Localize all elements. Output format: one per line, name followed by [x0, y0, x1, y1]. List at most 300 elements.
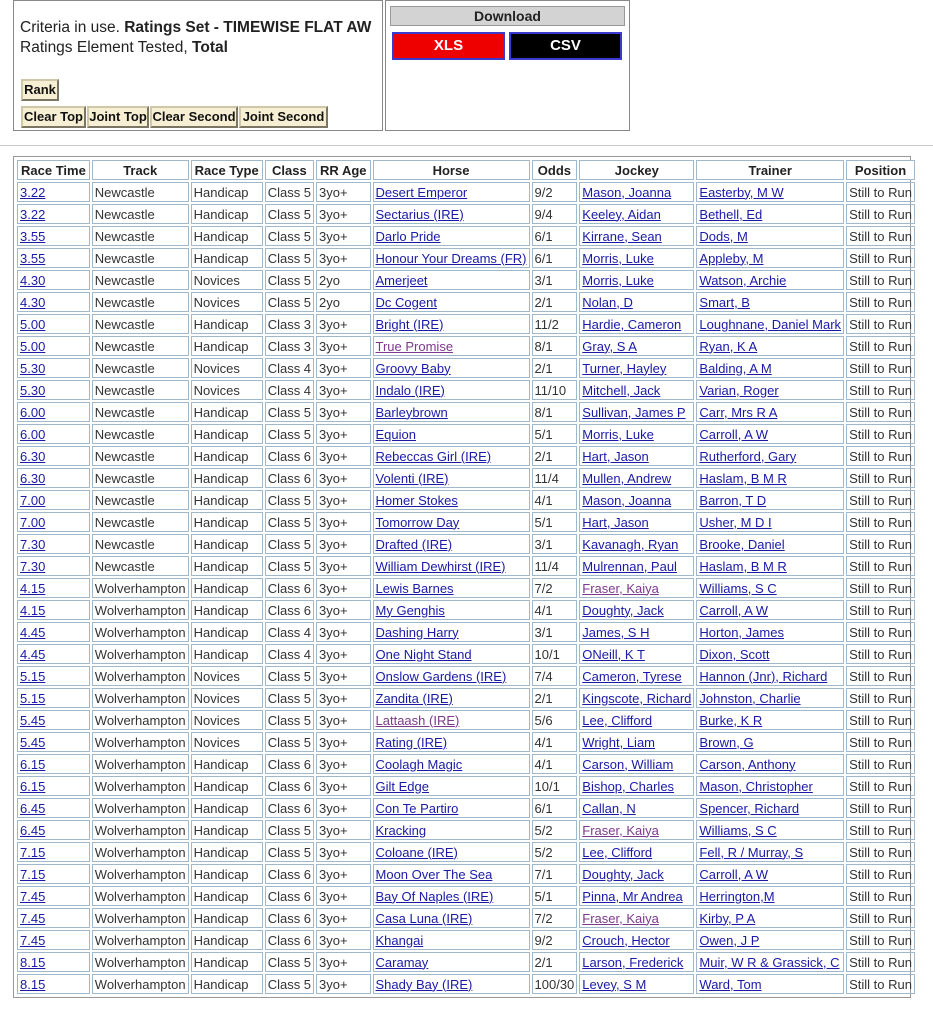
race-time-link[interactable]: 6.00	[20, 404, 46, 420]
cell-trainer	[696, 908, 844, 928]
race-time-link[interactable]: 6.30	[20, 448, 46, 464]
horse-link[interactable]: Rebeccas Girl (IRE)	[375, 448, 492, 464]
race-time-link[interactable]: 6.15	[20, 778, 46, 794]
cell-jockey	[579, 600, 694, 620]
trainer-link[interactable]: Kirby, P A	[699, 910, 756, 926]
horse-link[interactable]: True Promise	[375, 338, 454, 354]
horse-link[interactable]: Honour Your Dreams (FR)	[375, 250, 527, 266]
cell-race-time	[17, 688, 90, 708]
horse-link[interactable]: One Night Stand	[375, 646, 472, 662]
race-time-link[interactable]: 7.45	[20, 932, 46, 948]
cell-race-time	[17, 270, 90, 290]
cell-class: Class 5	[265, 204, 314, 224]
cell-position: Still to Run	[846, 314, 915, 334]
column-header-rr-age: RR Age	[316, 160, 370, 180]
jockey-link[interactable]: Fraser, Kaiya	[582, 580, 659, 596]
race-time-link[interactable]: 4.30	[20, 294, 46, 310]
cell-class: Class 4	[265, 358, 314, 378]
trainer-link[interactable]: Ryan, K A	[699, 338, 758, 354]
cell-race-time	[17, 930, 90, 950]
jockey-link[interactable]: Callan, N	[582, 800, 636, 816]
trainer-link[interactable]: Rutherford, Gary	[699, 448, 797, 464]
cell-horse	[373, 578, 530, 598]
cell-odds: 2/1	[532, 688, 578, 708]
race-time-link[interactable]: 4.30	[20, 272, 46, 288]
cell-position: Still to Run	[846, 446, 915, 466]
jockey-link[interactable]: James, S H	[582, 624, 650, 640]
cell-horse	[373, 556, 530, 576]
download-panel	[385, 0, 630, 131]
race-time-link[interactable]: 7.15	[20, 866, 46, 882]
column-header-class: Class	[265, 160, 314, 180]
trainer-link[interactable]: Watson, Archie	[699, 272, 787, 288]
cell-track: Newcastle	[92, 270, 189, 290]
cell-race-type: Novices	[191, 666, 263, 686]
cell-track: Wolverhampton	[92, 688, 189, 708]
jockey-link[interactable]: Levey, S M	[582, 976, 647, 992]
horse-link[interactable]: Barleybrown	[375, 404, 448, 420]
jockey-link[interactable]: Lee, Clifford	[582, 844, 653, 860]
cell-class: Class 5	[265, 842, 314, 862]
cell-race-type: Handicap	[191, 600, 263, 620]
cell-trainer	[696, 248, 844, 268]
jockey-link[interactable]: ONeill, K T	[582, 646, 645, 662]
race-time-link[interactable]: 3.22	[20, 184, 46, 200]
race-time-link[interactable]: 4.45	[20, 624, 46, 640]
race-time-link[interactable]: 6.45	[20, 822, 46, 838]
cell-trainer	[696, 622, 844, 642]
cell-trainer	[696, 578, 844, 598]
trainer-link[interactable]: Owen, J P	[699, 932, 760, 948]
race-time-link[interactable]: 3.55	[20, 250, 46, 266]
trainer-link[interactable]: Mason, Christopher	[699, 778, 813, 794]
race-time-link[interactable]: 7.45	[20, 888, 46, 904]
cell-race-type: Handicap	[191, 336, 263, 356]
trainer-link[interactable]: Smart, B	[699, 294, 750, 310]
jockey-link[interactable]: Mitchell, Jack	[582, 382, 661, 398]
horse-link[interactable]: Sectarius (IRE)	[375, 206, 464, 222]
cell-track: Newcastle	[92, 314, 189, 334]
cell-rr-age: 3yo+	[316, 226, 370, 246]
cell-position: Still to Run	[846, 930, 915, 950]
cell-odds: 2/1	[532, 952, 578, 972]
table-row	[17, 600, 915, 620]
jockey-link[interactable]: Pinna, Mr Andrea	[582, 888, 683, 904]
jockey-link[interactable]: Hardie, Cameron	[582, 316, 682, 332]
jockey-link[interactable]: Lee, Clifford	[582, 712, 653, 728]
jockey-link[interactable]: Morris, Luke	[582, 250, 654, 266]
horse-link[interactable]: My Genghis	[375, 602, 445, 618]
cell-class: Class 5	[265, 424, 314, 444]
horse-link[interactable]: Caramay	[375, 954, 429, 970]
trainer-link[interactable]: Usher, M D I	[699, 514, 772, 530]
cell-race-type: Novices	[191, 710, 263, 730]
cell-rr-age: 3yo+	[316, 776, 370, 796]
cell-rr-age: 3yo+	[316, 446, 370, 466]
cell-race-type: Novices	[191, 380, 263, 400]
race-time-link[interactable]: 3.55	[20, 228, 46, 244]
cell-odds: 11/10	[532, 380, 578, 400]
trainer-link[interactable]: Ward, Tom	[699, 976, 762, 992]
jockey-link[interactable]: Kirrane, Sean	[582, 228, 662, 244]
trainer-link[interactable]: Carson, Anthony	[699, 756, 796, 772]
trainer-link[interactable]: Fell, R / Murray, S	[699, 844, 804, 860]
race-time-link[interactable]: 5.45	[20, 734, 46, 750]
rank-button[interactable]: Rank	[21, 79, 59, 101]
jockey-link[interactable]: Morris, Luke	[582, 272, 654, 288]
jockey-link[interactable]: Kingscote, Richard	[582, 690, 692, 706]
cell-horse	[373, 930, 530, 950]
cell-position: Still to Run	[846, 512, 915, 532]
cell-rr-age: 3yo+	[316, 314, 370, 334]
cell-class: Class 4	[265, 644, 314, 664]
cell-rr-age: 3yo+	[316, 336, 370, 356]
horse-link[interactable]: Desert Emperor	[375, 184, 468, 200]
table-row	[17, 666, 915, 686]
trainer-link[interactable]: Williams, S C	[699, 822, 777, 838]
trainer-link[interactable]: Dixon, Scott	[699, 646, 770, 662]
cell-jockey	[579, 380, 694, 400]
cell-jockey	[579, 292, 694, 312]
cell-position: Still to Run	[846, 842, 915, 862]
race-time-link[interactable]: 4.15	[20, 580, 46, 596]
race-time-link[interactable]: 4.15	[20, 602, 46, 618]
trainer-link[interactable]: Hannon (Jnr), Richard	[699, 668, 828, 684]
horse-link[interactable]: Zandita (IRE)	[375, 690, 453, 706]
clear-second-button[interactable]: Clear Second	[150, 106, 238, 128]
trainer-link[interactable]: Barron, T D	[699, 492, 767, 508]
horse-link[interactable]: Amerjeet	[375, 272, 428, 288]
horse-link[interactable]: Shady Bay (IRE)	[375, 976, 473, 992]
table-row	[17, 842, 915, 862]
race-time-link[interactable]: 5.30	[20, 360, 46, 376]
race-time-link[interactable]: 5.15	[20, 668, 46, 684]
cell-race-type: Handicap	[191, 974, 263, 994]
xls-download-button[interactable]: XLS	[392, 32, 505, 60]
cell-rr-age: 3yo+	[316, 512, 370, 532]
cell-odds: 7/2	[532, 908, 578, 928]
cell-horse	[373, 402, 530, 422]
horse-link[interactable]: Gilt Edge	[375, 778, 429, 794]
cell-race-type: Handicap	[191, 952, 263, 972]
cell-horse	[373, 710, 530, 730]
cell-race-type: Handicap	[191, 182, 263, 202]
cell-horse	[373, 908, 530, 928]
cell-rr-age: 3yo+	[316, 908, 370, 928]
horse-link[interactable]: Groovy Baby	[375, 360, 451, 376]
cell-jockey	[579, 754, 694, 774]
horse-link[interactable]: Bay Of Naples (IRE)	[375, 888, 494, 904]
horse-link[interactable]: Coolagh Magic	[375, 756, 463, 772]
horse-link[interactable]: Tomorrow Day	[375, 514, 460, 530]
cell-rr-age: 3yo+	[316, 930, 370, 950]
cell-race-time	[17, 534, 90, 554]
trainer-link[interactable]: Spencer, Richard	[699, 800, 800, 816]
cell-rr-age: 3yo+	[316, 468, 370, 488]
cell-track: Wolverhampton	[92, 710, 189, 730]
cell-position: Still to Run	[846, 776, 915, 796]
ratings-set-value: Ratings Set - TIMEWISE FLAT AW	[124, 19, 372, 36]
table-row	[17, 710, 915, 730]
race-time-link[interactable]: 6.45	[20, 800, 46, 816]
cell-track: Newcastle	[92, 182, 189, 202]
cell-rr-age: 3yo+	[316, 754, 370, 774]
table-row	[17, 446, 915, 466]
column-header-position: Position	[846, 160, 915, 180]
trainer-link[interactable]: Burke, K R	[699, 712, 763, 728]
jockey-link[interactable]: Mason, Joanna	[582, 492, 672, 508]
cell-class: Class 5	[265, 512, 314, 532]
jockey-link[interactable]: Morris, Luke	[582, 426, 654, 442]
table-row	[17, 688, 915, 708]
horse-link[interactable]: Khangai	[375, 932, 424, 948]
cell-trainer	[696, 270, 844, 290]
race-time-link[interactable]: 7.00	[20, 492, 46, 508]
race-time-link[interactable]: 7.45	[20, 910, 46, 926]
cell-track: Newcastle	[92, 204, 189, 224]
cell-rr-age: 3yo+	[316, 380, 370, 400]
cell-horse	[373, 292, 530, 312]
trainer-link[interactable]: Brown, G	[699, 734, 754, 750]
horse-link[interactable]: Onslow Gardens (IRE)	[375, 668, 507, 684]
column-header-odds: Odds	[532, 160, 578, 180]
horse-link[interactable]: Indalo (IRE)	[375, 382, 445, 398]
cell-position: Still to Run	[846, 182, 915, 202]
race-time-link[interactable]: 4.45	[20, 646, 46, 662]
criteria-element	[20, 39, 228, 57]
jockey-link[interactable]: Mulrennan, Paul	[582, 558, 677, 574]
jockey-link[interactable]: Crouch, Hector	[582, 932, 670, 948]
cell-race-type: Handicap	[191, 820, 263, 840]
cell-rr-age: 3yo+	[316, 578, 370, 598]
horse-link[interactable]: Bright (IRE)	[375, 316, 444, 332]
joint-second-button[interactable]: Joint Second	[239, 106, 328, 128]
horse-link[interactable]: Lewis Barnes	[375, 580, 454, 596]
horse-link[interactable]: Lattaash (IRE)	[375, 712, 460, 728]
trainer-link[interactable]: Balding, A M	[699, 360, 772, 376]
jockey-link[interactable]: Mason, Joanna	[582, 184, 672, 200]
jockey-link[interactable]: Gray, S A	[582, 338, 637, 354]
table-row	[17, 864, 915, 884]
trainer-link[interactable]: Bethell, Ed	[699, 206, 763, 222]
race-time-link[interactable]: 5.00	[20, 316, 46, 332]
criteria-ratings-set	[20, 19, 371, 37]
cell-jockey	[579, 776, 694, 796]
table-row	[17, 578, 915, 598]
trainer-link[interactable]: Carr, Mrs R A	[699, 404, 778, 420]
cell-track: Wolverhampton	[92, 908, 189, 928]
trainer-link[interactable]: Dods, M	[699, 228, 748, 244]
table-row	[17, 380, 915, 400]
cell-horse	[373, 688, 530, 708]
cell-trainer	[696, 490, 844, 510]
trainer-link[interactable]: Brooke, Daniel	[699, 536, 785, 552]
cell-track: Newcastle	[92, 556, 189, 576]
horse-link[interactable]: Rating (IRE)	[375, 734, 448, 750]
cell-jockey	[579, 402, 694, 422]
race-time-link[interactable]: 7.00	[20, 514, 46, 530]
cell-rr-age: 3yo+	[316, 864, 370, 884]
cell-odds: 5/6	[532, 710, 578, 730]
cell-rr-age: 3yo+	[316, 358, 370, 378]
cell-class: Class 3	[265, 314, 314, 334]
trainer-link[interactable]: Muir, W R & Grassick, C	[699, 954, 840, 970]
cell-horse	[373, 600, 530, 620]
horse-link[interactable]: Volenti (IRE)	[375, 470, 449, 486]
jockey-link[interactable]: Fraser, Kaiya	[582, 822, 659, 838]
cell-race-type: Handicap	[191, 490, 263, 510]
cell-class: Class 6	[265, 600, 314, 620]
race-time-link[interactable]: 8.15	[20, 976, 46, 992]
trainer-link[interactable]: Carroll, A W	[699, 426, 769, 442]
cell-track: Wolverhampton	[92, 644, 189, 664]
cell-race-type: Handicap	[191, 578, 263, 598]
cell-race-time	[17, 314, 90, 334]
cell-class: Class 5	[265, 732, 314, 752]
race-time-link[interactable]: 6.00	[20, 426, 46, 442]
table-header-row	[17, 160, 915, 180]
trainer-link[interactable]: Johnston, Charlie	[699, 690, 801, 706]
horse-link[interactable]: Con Te Partiro	[375, 800, 459, 816]
cell-position: Still to Run	[846, 600, 915, 620]
cell-jockey	[579, 644, 694, 664]
jockey-link[interactable]: Doughty, Jack	[582, 866, 664, 882]
cell-race-time	[17, 842, 90, 862]
cell-odds: 100/30	[532, 974, 578, 994]
jockey-link[interactable]: Keeley, Aidan	[582, 206, 661, 222]
cell-rr-age: 3yo+	[316, 600, 370, 620]
jockey-link[interactable]: Turner, Hayley	[582, 360, 667, 376]
column-header-trainer: Trainer	[696, 160, 844, 180]
trainer-link[interactable]: Carroll, A W	[699, 602, 769, 618]
jockey-link[interactable]: Kavanagh, Ryan	[582, 536, 679, 552]
horse-link[interactable]: Casa Luna (IRE)	[375, 910, 473, 926]
cell-trainer	[696, 710, 844, 730]
race-time-link[interactable]: 6.15	[20, 756, 46, 772]
cell-track: Wolverhampton	[92, 886, 189, 906]
clear-top-button[interactable]: Clear Top	[21, 106, 86, 128]
horse-link[interactable]: Equion	[375, 426, 416, 442]
jockey-link[interactable]: Sullivan, James P	[582, 404, 686, 420]
cell-trainer	[696, 864, 844, 884]
cell-rr-age: 3yo+	[316, 248, 370, 268]
cell-rr-age: 3yo+	[316, 204, 370, 224]
race-time-link[interactable]: 3.22	[20, 206, 46, 222]
trainer-link[interactable]: Carroll, A W	[699, 866, 769, 882]
cell-horse	[373, 358, 530, 378]
jockey-link[interactable]: Fraser, Kaiya	[582, 910, 659, 926]
race-time-link[interactable]: 7.15	[20, 844, 46, 860]
table-row	[17, 974, 915, 994]
csv-download-button[interactable]: CSV	[509, 32, 622, 60]
cell-position: Still to Run	[846, 798, 915, 818]
jockey-link[interactable]: Bishop, Charles	[582, 778, 675, 794]
horse-link[interactable]: Darlo Pride	[375, 228, 441, 244]
cell-class: Class 6	[265, 798, 314, 818]
cell-class: Class 5	[265, 666, 314, 686]
cell-class: Class 5	[265, 226, 314, 246]
horse-link[interactable]: Kracking	[375, 822, 427, 838]
cell-position: Still to Run	[846, 644, 915, 664]
trainer-link[interactable]: Williams, S C	[699, 580, 777, 596]
horse-link[interactable]: Moon Over The Sea	[375, 866, 493, 882]
trainer-link[interactable]: Easterby, M W	[699, 184, 784, 200]
cell-rr-age: 3yo+	[316, 710, 370, 730]
horse-link[interactable]: Dc Cogent	[375, 294, 437, 310]
cell-trainer	[696, 402, 844, 422]
trainer-link[interactable]: Varian, Roger	[699, 382, 779, 398]
trainer-link[interactable]: Appleby, M	[699, 250, 764, 266]
cell-trainer	[696, 556, 844, 576]
race-time-link[interactable]: 5.15	[20, 690, 46, 706]
jockey-link[interactable]: Doughty, Jack	[582, 602, 664, 618]
cell-horse	[373, 446, 530, 466]
trainer-link[interactable]: Loughnane, Daniel Mark	[699, 316, 842, 332]
cell-rr-age: 3yo+	[316, 424, 370, 444]
race-time-link[interactable]: 7.30	[20, 536, 46, 552]
table-row	[17, 886, 915, 906]
cell-position: Still to Run	[846, 468, 915, 488]
cell-race-type: Novices	[191, 732, 263, 752]
cell-position: Still to Run	[846, 380, 915, 400]
table-row	[17, 776, 915, 796]
table-row	[17, 248, 915, 268]
race-time-link[interactable]: 5.45	[20, 712, 46, 728]
table-row	[17, 182, 915, 202]
race-time-link[interactable]: 7.30	[20, 558, 46, 574]
jockey-link[interactable]: Wright, Liam	[582, 734, 656, 750]
jockey-link[interactable]: Cameron, Tyrese	[582, 668, 682, 684]
horse-link[interactable]: William Dewhirst (IRE)	[375, 558, 506, 574]
cell-jockey	[579, 886, 694, 906]
cell-horse	[373, 490, 530, 510]
cell-rr-age: 3yo+	[316, 534, 370, 554]
horse-link[interactable]: Drafted (IRE)	[375, 536, 453, 552]
race-time-link[interactable]: 5.00	[20, 338, 46, 354]
race-time-link[interactable]: 8.15	[20, 954, 46, 970]
jockey-link[interactable]: Hart, Jason	[582, 514, 649, 530]
cell-track: Wolverhampton	[92, 622, 189, 642]
cell-rr-age: 3yo+	[316, 622, 370, 642]
trainer-link[interactable]: Haslam, B M R	[699, 470, 787, 486]
cell-odds: 11/4	[532, 468, 578, 488]
jockey-link[interactable]: Mullen, Andrew	[582, 470, 672, 486]
cell-rr-age: 3yo+	[316, 556, 370, 576]
cell-class: Class 5	[265, 974, 314, 994]
horse-link[interactable]: Coloane (IRE)	[375, 844, 458, 860]
table-row	[17, 204, 915, 224]
trainer-link[interactable]: Horton, James	[699, 624, 784, 640]
cell-odds: 8/1	[532, 336, 578, 356]
race-time-link[interactable]: 5.30	[20, 382, 46, 398]
horse-link[interactable]: Homer Stokes	[375, 492, 458, 508]
jockey-link[interactable]: Carson, William	[582, 756, 674, 772]
trainer-link[interactable]: Herrington,M	[699, 888, 775, 904]
jockey-link[interactable]: Hart, Jason	[582, 448, 649, 464]
race-time-link[interactable]: 6.30	[20, 470, 46, 486]
trainer-link[interactable]: Haslam, B M R	[699, 558, 787, 574]
cell-odds: 11/4	[532, 556, 578, 576]
cell-class: Class 5	[265, 270, 314, 290]
joint-top-button[interactable]: Joint Top	[87, 106, 149, 128]
jockey-link[interactable]: Nolan, D	[582, 294, 633, 310]
cell-horse	[373, 798, 530, 818]
horse-link[interactable]: Dashing Harry	[375, 624, 459, 640]
jockey-link[interactable]: Larson, Frederick	[582, 954, 684, 970]
cell-trainer	[696, 292, 844, 312]
cell-position: Still to Run	[846, 820, 915, 840]
cell-rr-age: 3yo+	[316, 644, 370, 664]
